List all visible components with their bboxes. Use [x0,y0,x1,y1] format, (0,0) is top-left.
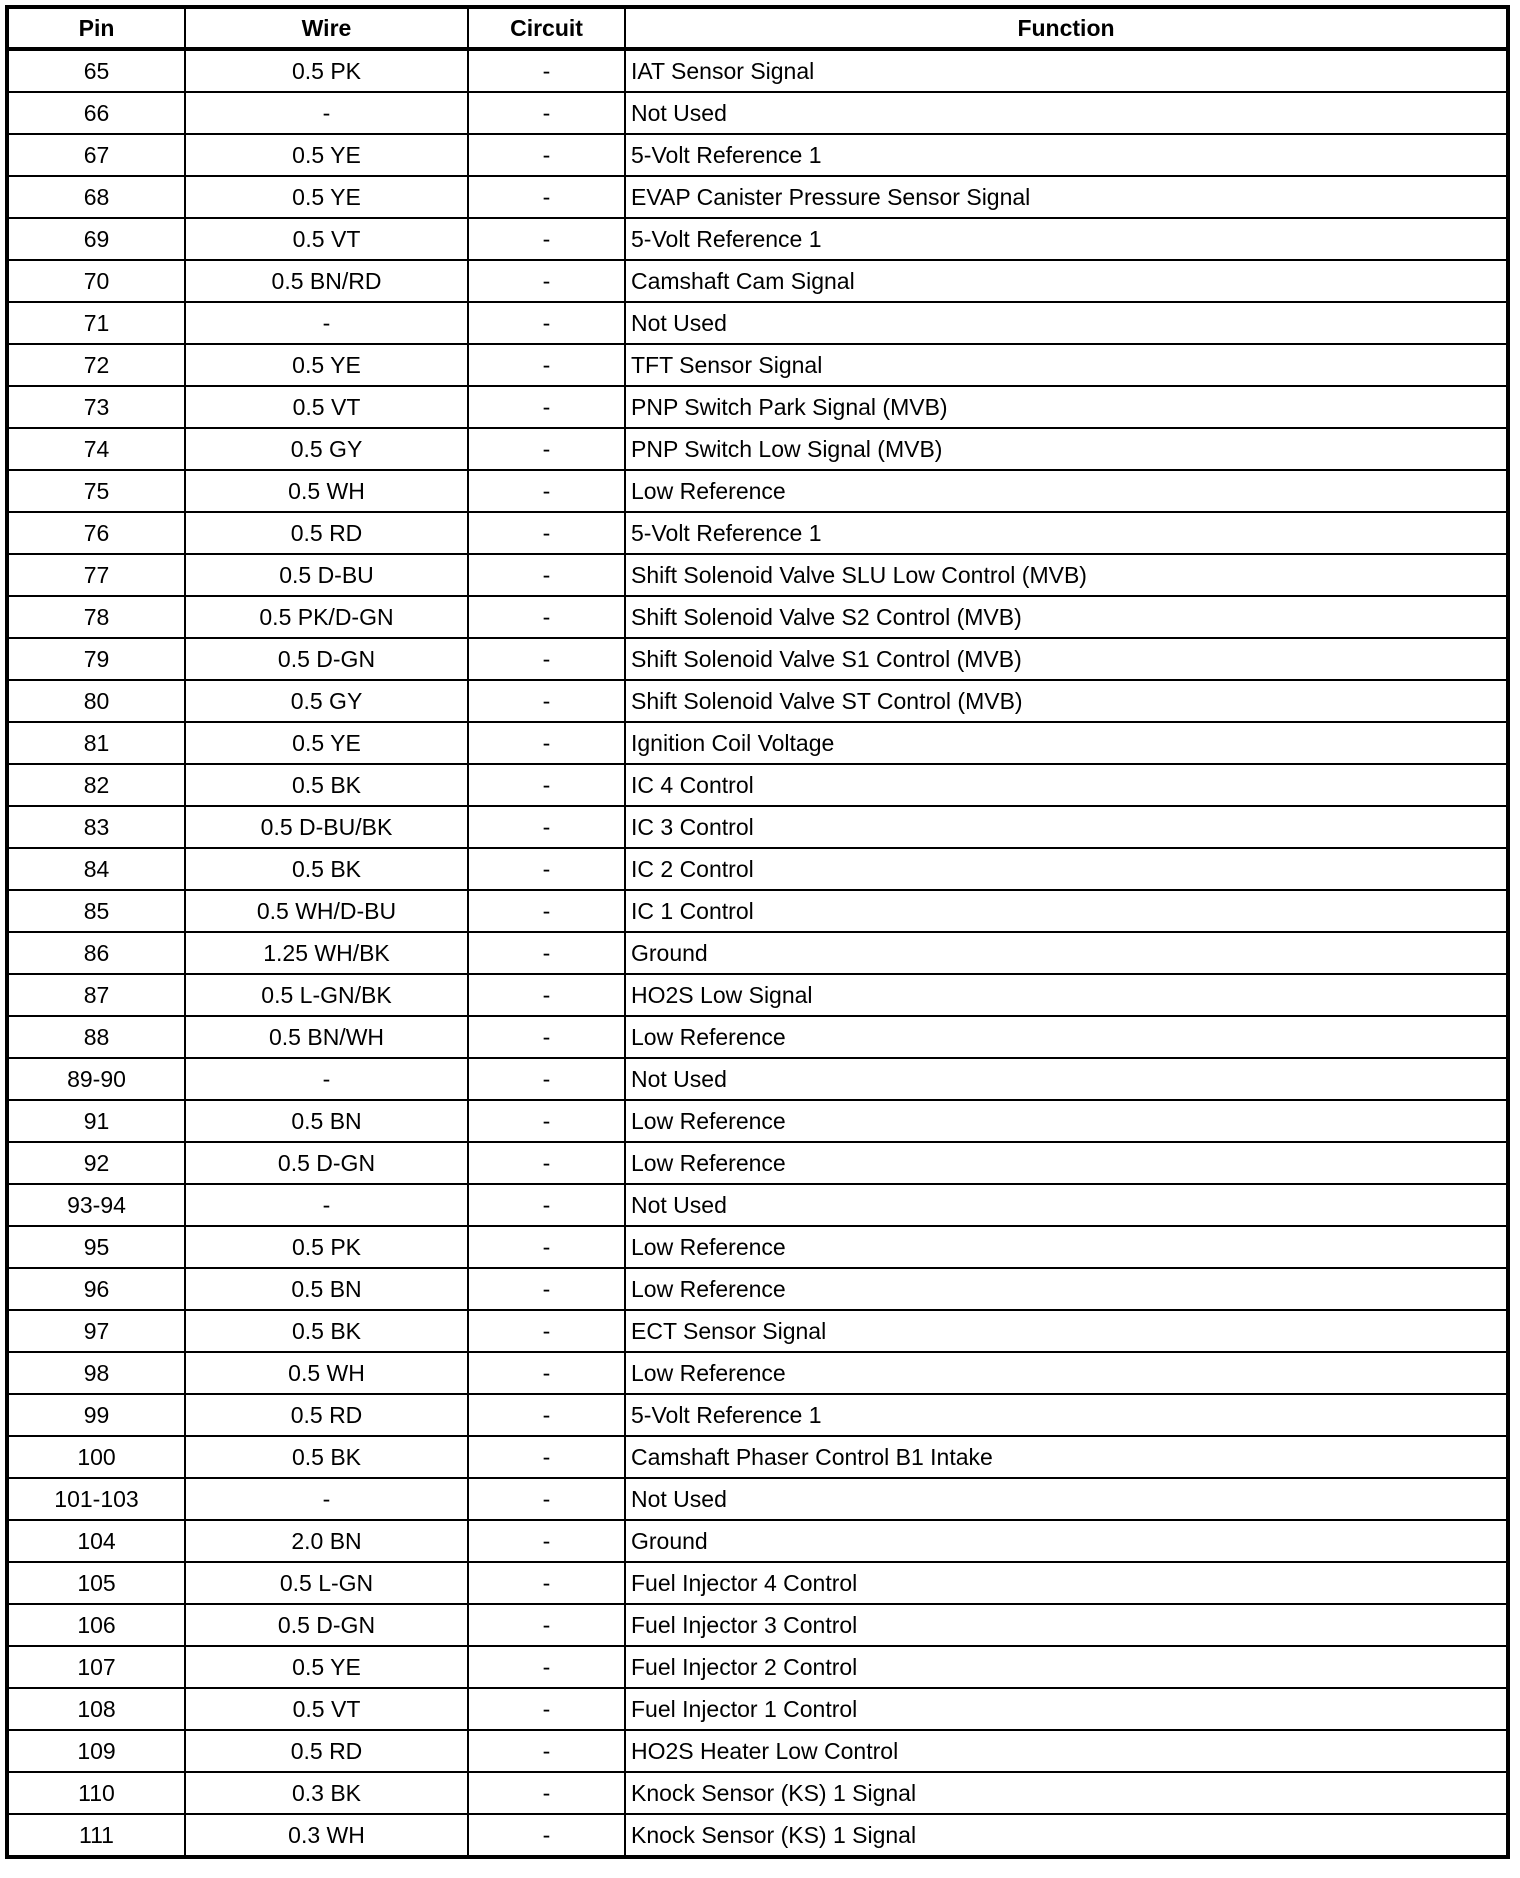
table-row [7,1310,1508,1352]
cell-pin: 80 [7,680,185,722]
cell-function: Low Reference [625,1226,1508,1268]
header-pin: Pin [7,7,185,49]
cell-circuit: - [468,554,625,596]
cell-function: 5-Volt Reference 1 [625,1394,1508,1436]
cell-wire: 0.5 PK [185,1226,468,1268]
cell-function: HO2S Low Signal [625,974,1508,1016]
table-row [7,1184,1508,1226]
cell-function: Low Reference [625,470,1508,512]
cell-pin: 88 [7,1016,185,1058]
cell-pin: 79 [7,638,185,680]
table-row [7,1352,1508,1394]
table-row [7,1646,1508,1688]
cell-pin: 68 [7,176,185,218]
cell-pin: 77 [7,554,185,596]
cell-circuit: - [468,176,625,218]
table-row [7,974,1508,1016]
cell-pin: 104 [7,1520,185,1562]
table-row [7,218,1508,260]
table-row [7,176,1508,218]
cell-pin: 98 [7,1352,185,1394]
table-row [7,890,1508,932]
table-row [7,1268,1508,1310]
cell-function: Fuel Injector 2 Control [625,1646,1508,1688]
table-row [7,1016,1508,1058]
cell-circuit: - [468,1352,625,1394]
cell-function: IC 1 Control [625,890,1508,932]
cell-function: Low Reference [625,1100,1508,1142]
cell-wire: 0.3 BK [185,1772,468,1814]
cell-circuit: - [468,49,625,92]
cell-pin: 95 [7,1226,185,1268]
cell-function: HO2S Heater Low Control [625,1730,1508,1772]
cell-function: 5-Volt Reference 1 [625,218,1508,260]
cell-wire: 0.5 VT [185,218,468,260]
cell-circuit: - [468,1646,625,1688]
table-row [7,596,1508,638]
cell-wire: 0.5 PK [185,49,468,92]
cell-function: IC 3 Control [625,806,1508,848]
cell-wire: 0.5 D-GN [185,1142,468,1184]
cell-wire: 0.5 BN [185,1100,468,1142]
table-row [7,1058,1508,1100]
cell-circuit: - [468,512,625,554]
cell-pin: 111 [7,1814,185,1857]
cell-pin: 78 [7,596,185,638]
cell-circuit: - [468,722,625,764]
cell-function: Shift Solenoid Valve SLU Low Control (MVB) [625,554,1508,596]
table-row [7,1226,1508,1268]
cell-wire: 0.5 WH [185,470,468,512]
cell-pin: 74 [7,428,185,470]
cell-pin: 107 [7,1646,185,1688]
cell-circuit: - [468,1100,625,1142]
cell-wire: - [185,1058,468,1100]
cell-circuit: - [468,1016,625,1058]
cell-pin: 84 [7,848,185,890]
cell-wire: - [185,1184,468,1226]
cell-wire: 0.5 D-BU/BK [185,806,468,848]
cell-pin: 99 [7,1394,185,1436]
cell-wire: 0.5 BN [185,1268,468,1310]
cell-wire: 0.5 BN/WH [185,1016,468,1058]
cell-circuit: - [468,1436,625,1478]
cell-wire: 0.5 YE [185,1646,468,1688]
cell-pin: 101-103 [7,1478,185,1520]
cell-circuit: - [468,218,625,260]
table-row [7,1478,1508,1520]
cell-function: Shift Solenoid Valve S2 Control (MVB) [625,596,1508,638]
cell-pin: 81 [7,722,185,764]
cell-function: TFT Sensor Signal [625,344,1508,386]
cell-function: Ground [625,1520,1508,1562]
cell-function: EVAP Canister Pressure Sensor Signal [625,176,1508,218]
table-row [7,49,1508,92]
table-row [7,1562,1508,1604]
cell-circuit: - [468,1142,625,1184]
cell-wire: - [185,1478,468,1520]
cell-pin: 92 [7,1142,185,1184]
table-row [7,932,1508,974]
cell-wire: 0.5 BK [185,848,468,890]
cell-circuit: - [468,470,625,512]
cell-wire: 0.5 BK [185,1310,468,1352]
cell-circuit: - [468,92,625,134]
cell-circuit: - [468,932,625,974]
cell-pin: 109 [7,1730,185,1772]
cell-circuit: - [468,1058,625,1100]
cell-function: Not Used [625,1478,1508,1520]
header-circuit: Circuit [468,7,625,49]
cell-function: 5-Volt Reference 1 [625,134,1508,176]
cell-wire: - [185,92,468,134]
table-row [7,1436,1508,1478]
cell-pin: 108 [7,1688,185,1730]
cell-pin: 72 [7,344,185,386]
cell-pin: 93-94 [7,1184,185,1226]
cell-wire: 0.5 RD [185,512,468,554]
cell-wire: 0.5 D-GN [185,1604,468,1646]
cell-wire: 0.5 VT [185,386,468,428]
cell-circuit: - [468,1520,625,1562]
cell-function: 5-Volt Reference 1 [625,512,1508,554]
cell-circuit: - [468,764,625,806]
header-function: Function [625,7,1508,49]
cell-circuit: - [468,1604,625,1646]
cell-pin: 87 [7,974,185,1016]
table-row [7,512,1508,554]
header-row [7,7,1508,49]
cell-pin: 96 [7,1268,185,1310]
cell-function: Low Reference [625,1142,1508,1184]
cell-pin: 69 [7,218,185,260]
table-row [7,92,1508,134]
cell-function: IC 4 Control [625,764,1508,806]
table-row [7,428,1508,470]
cell-wire: 0.5 L-GN [185,1562,468,1604]
cell-wire: 0.5 PK/D-GN [185,596,468,638]
table-row [7,1772,1508,1814]
table-row [7,848,1508,890]
table-row [7,1604,1508,1646]
cell-circuit: - [468,806,625,848]
cell-pin: 76 [7,512,185,554]
cell-wire: 0.3 WH [185,1814,468,1857]
table-row [7,638,1508,680]
cell-function: Fuel Injector 1 Control [625,1688,1508,1730]
cell-circuit: - [468,134,625,176]
cell-function: Ignition Coil Voltage [625,722,1508,764]
cell-function: Camshaft Phaser Control B1 Intake [625,1436,1508,1478]
cell-circuit: - [468,1184,625,1226]
cell-pin: 97 [7,1310,185,1352]
table-row [7,764,1508,806]
cell-pin: 105 [7,1562,185,1604]
table-row [7,680,1508,722]
cell-wire: 0.5 BK [185,764,468,806]
cell-function: Shift Solenoid Valve ST Control (MVB) [625,680,1508,722]
cell-circuit: - [468,596,625,638]
cell-pin: 66 [7,92,185,134]
cell-circuit: - [468,344,625,386]
table-row [7,134,1508,176]
cell-circuit: - [468,1268,625,1310]
table-row [7,1688,1508,1730]
table-row [7,260,1508,302]
cell-pin: 75 [7,470,185,512]
cell-pin: 100 [7,1436,185,1478]
cell-wire: 0.5 D-GN [185,638,468,680]
cell-wire: 0.5 L-GN/BK [185,974,468,1016]
cell-function: IC 2 Control [625,848,1508,890]
table-row [7,722,1508,764]
cell-pin: 83 [7,806,185,848]
cell-wire: 1.25 WH/BK [185,932,468,974]
cell-circuit: - [468,680,625,722]
cell-function: Not Used [625,302,1508,344]
table-row [7,470,1508,512]
table-row [7,1394,1508,1436]
cell-pin: 86 [7,932,185,974]
cell-circuit: - [468,1730,625,1772]
cell-wire: 0.5 WH [185,1352,468,1394]
cell-function: Ground [625,932,1508,974]
cell-pin: 85 [7,890,185,932]
header-wire: Wire [185,7,468,49]
cell-circuit: - [468,260,625,302]
cell-function: Camshaft Cam Signal [625,260,1508,302]
cell-wire: 0.5 YE [185,722,468,764]
cell-wire: 0.5 BK [185,1436,468,1478]
cell-function: IAT Sensor Signal [625,49,1508,92]
pinout-table [5,5,1510,1859]
table-row [7,302,1508,344]
cell-circuit: - [468,1562,625,1604]
cell-circuit: - [468,1226,625,1268]
cell-function: Knock Sensor (KS) 1 Signal [625,1814,1508,1857]
cell-function: Fuel Injector 3 Control [625,1604,1508,1646]
cell-wire: 0.5 YE [185,176,468,218]
cell-pin: 82 [7,764,185,806]
cell-pin: 71 [7,302,185,344]
cell-wire: 0.5 YE [185,134,468,176]
cell-function: Low Reference [625,1352,1508,1394]
cell-wire: 0.5 VT [185,1688,468,1730]
cell-circuit: - [468,302,625,344]
cell-wire: 0.5 GY [185,428,468,470]
table-row [7,344,1508,386]
cell-pin: 73 [7,386,185,428]
cell-function: Low Reference [625,1268,1508,1310]
cell-circuit: - [468,974,625,1016]
cell-function: Not Used [625,92,1508,134]
cell-function: Shift Solenoid Valve S1 Control (MVB) [625,638,1508,680]
cell-wire: 0.5 WH/D-BU [185,890,468,932]
table-row [7,806,1508,848]
cell-function: Not Used [625,1184,1508,1226]
cell-circuit: - [468,1688,625,1730]
cell-pin: 89-90 [7,1058,185,1100]
cell-pin: 110 [7,1772,185,1814]
cell-wire: 0.5 YE [185,344,468,386]
table-row [7,1730,1508,1772]
cell-pin: 106 [7,1604,185,1646]
cell-circuit: - [468,1310,625,1352]
cell-function: Fuel Injector 4 Control [625,1562,1508,1604]
cell-function: PNP Switch Park Signal (MVB) [625,386,1508,428]
cell-wire: 0.5 D-BU [185,554,468,596]
table-body [7,49,1508,1857]
cell-circuit: - [468,848,625,890]
cell-function: Not Used [625,1058,1508,1100]
cell-circuit: - [468,1478,625,1520]
cell-wire: 0.5 BN/RD [185,260,468,302]
cell-wire: - [185,302,468,344]
cell-pin: 70 [7,260,185,302]
cell-function: Knock Sensor (KS) 1 Signal [625,1772,1508,1814]
cell-circuit: - [468,638,625,680]
cell-function: ECT Sensor Signal [625,1310,1508,1352]
table-row [7,554,1508,596]
table-row [7,1142,1508,1184]
cell-wire: 0.5 RD [185,1394,468,1436]
cell-wire: 2.0 BN [185,1520,468,1562]
cell-circuit: - [468,1772,625,1814]
table-row [7,1520,1508,1562]
cell-circuit: - [468,428,625,470]
cell-wire: 0.5 GY [185,680,468,722]
cell-circuit: - [468,1394,625,1436]
cell-circuit: - [468,1814,625,1857]
table-row [7,1100,1508,1142]
cell-pin: 91 [7,1100,185,1142]
cell-function: Low Reference [625,1016,1508,1058]
cell-pin: 65 [7,49,185,92]
table-row [7,386,1508,428]
cell-function: PNP Switch Low Signal (MVB) [625,428,1508,470]
table-row [7,1814,1508,1857]
cell-wire: 0.5 RD [185,1730,468,1772]
cell-pin: 67 [7,134,185,176]
cell-circuit: - [468,386,625,428]
cell-circuit: - [468,890,625,932]
